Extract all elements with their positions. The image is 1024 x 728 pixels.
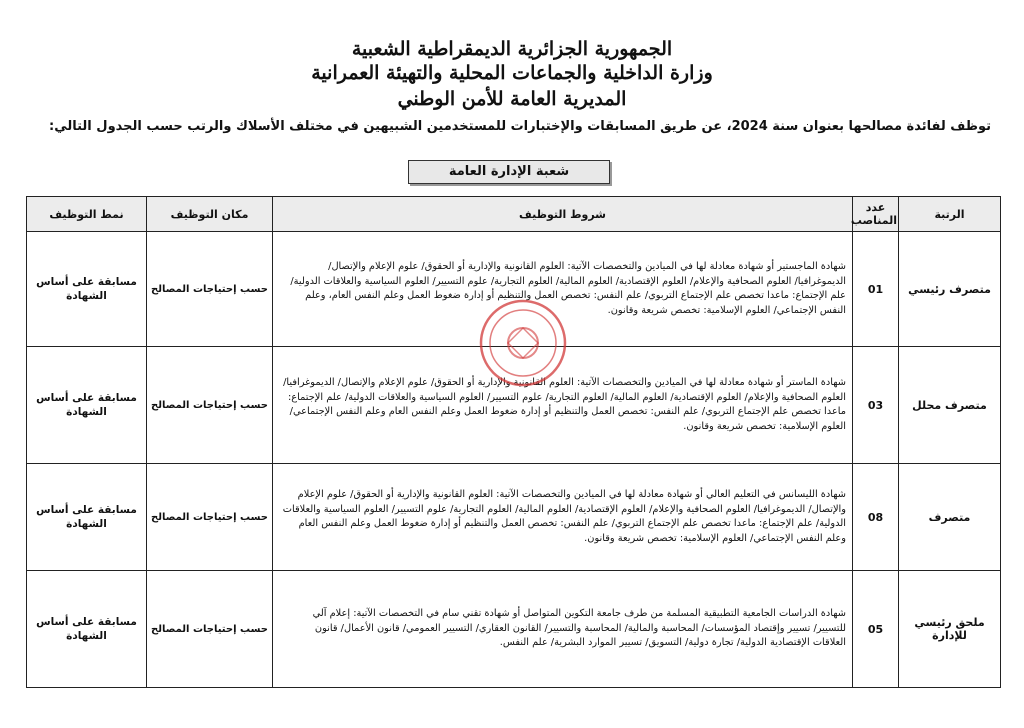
place-cell: حسب إحتياجات المصالح — [147, 347, 273, 464]
rank-cell: متصرف — [899, 464, 1001, 571]
header-republic: الجمهورية الجزائرية الديمقراطية الشعبية — [351, 38, 673, 60]
rank-cell: متصرف محلل — [899, 347, 1001, 464]
mode-cell: مسابقة على أساس الشهادة — [27, 232, 147, 347]
place-cell: حسب إحتياجات المصالح — [147, 571, 273, 688]
rank-cell: ملحق رئيسي للإدارة — [899, 571, 1001, 688]
header-ministry: وزارة الداخلية والجماعات المحلية والتهيئة العمرانية — [311, 62, 713, 84]
posts-cell: 01 — [853, 232, 899, 347]
recruitment-table — [26, 196, 1001, 688]
table-row — [27, 571, 1001, 688]
header-conditions: شروط التوظيف — [273, 197, 853, 232]
posts-cell: 05 — [853, 571, 899, 688]
header-posts: عدد المناصب — [853, 197, 899, 232]
posts-cell: 08 — [853, 464, 899, 571]
conditions-cell: شهادة الدراسات الجامعية التطبيقية المسلمة من طرف جامعة التكوين المتواصل أو شهادة تقني سام في التخصصات الآتية: إعلام آلي للتسيير/ تسيير وإقتصاد المؤسسات/ المحاسبة والمالية/ المحاسبة والتسيير/ القانون العقاري/ التسيير العمومي/ قانون الأعمال/ قانون العلاقات الإقتصادية الدولية/ تجارة دولية/ التسويق/ تسيير الموارد البشرية/ علم النفس. — [273, 571, 853, 688]
mode-cell: مسابقة على أساس الشهادة — [27, 347, 147, 464]
header-place: مكان التوظيف — [147, 197, 273, 232]
branch-title: شعبة الإدارة العامة — [408, 160, 610, 184]
table-header-row — [27, 197, 1001, 232]
intro-text: توظف لفائدة مصالحها بعنوان سنة 2024، عن طريق المسابقات والإختبارات للمستخدمين الشبيهين في مختلف الأسلاك والرتب حسب الجدول التالي: — [49, 119, 991, 134]
conditions-cell: شهادة الماستر أو شهادة معادلة لها في الميادين والتخصصات الآتية: العلوم القانونية والإدارية أو الحقوق/ علوم الإعلام والإتصال/ الديموغرافيا/ العلوم الصحافية والإعلام/ العلوم الإقتصادية/ العلوم المالية/ العلوم التجارية/ علوم التسيير/ العلوم السياسية والعلاقات الدولية/ علم الإجتماع: ماعدا تخصص علم الإجتماع التربوي/ علم النفس: تخصص العمل والتنظيم أو إدارة ضغوط العمل وعلم النفس العام وعلم النفس الإجتماعي/ العلوم الإسلامية: تخصص شريعة وقانون. — [273, 347, 853, 464]
place-cell: حسب إحتياجات المصالح — [147, 464, 273, 571]
rank-cell: متصرف رئيسي — [899, 232, 1001, 347]
official-stamp — [478, 298, 568, 388]
header-directorate: المديرية العامة للأمن الوطني — [397, 88, 627, 110]
conditions-cell: شهادة الماجستير أو شهادة معادلة لها في الميادين والتخصصات الآتية: العلوم القانونية والإدارية أو الحقوق/ علوم الإعلام والإتصال/ الديموغرافيا/ العلوم الصحافية والإعلام/ العلوم الإقتصادية/ العلوم المالية/ العلوم التجارية/ علوم التسيير/ العلوم السياسية والعلاقات الدولية/ علم الإجتماع: ماعدا تخصص علم الإجتماع التربوي/ علم النفس: تخصص العمل والتنظيم أو إدارة ضغوط العمل وعلم النفس العام، وعلم النفس الإجتماعي/ العلوم الإسلامية: تخصص شريعة وقانون. — [273, 232, 853, 347]
table-row — [27, 464, 1001, 571]
conditions-cell: شهادة الليسانس في التعليم العالي أو شهادة معادلة لها في الميادين والتخصصات الآتية: العلوم القانونية والإدارية أو الحقوق/ علوم الإعلام والإتصال/ الديموغرافيا/ العلوم الصحافية والإعلام/ العلوم الإقتصادية/ العلوم المالية/ العلوم التجارية/ علوم التسيير/ العلوم السياسية والعلاقات الدولية/ علم الإجتماع: ماعدا تخصص علم الإجتماع التربوي/ علم النفس: تخصص العمل والتنظيم أو إدارة ضغوط العمل وعلم النفس العام وعلم النفس الإجتماعي/ العلوم الإسلامية: تخصص شريعة وقانون. — [273, 464, 853, 571]
mode-cell: مسابقة على أساس الشهادة — [27, 571, 147, 688]
posts-cell: 03 — [853, 347, 899, 464]
header-rank: الرتبة — [899, 197, 1001, 232]
mode-cell: مسابقة على أساس الشهادة — [27, 464, 147, 571]
header-mode: نمط التوظيف — [27, 197, 147, 232]
place-cell: حسب إحتياجات المصالح — [147, 232, 273, 347]
